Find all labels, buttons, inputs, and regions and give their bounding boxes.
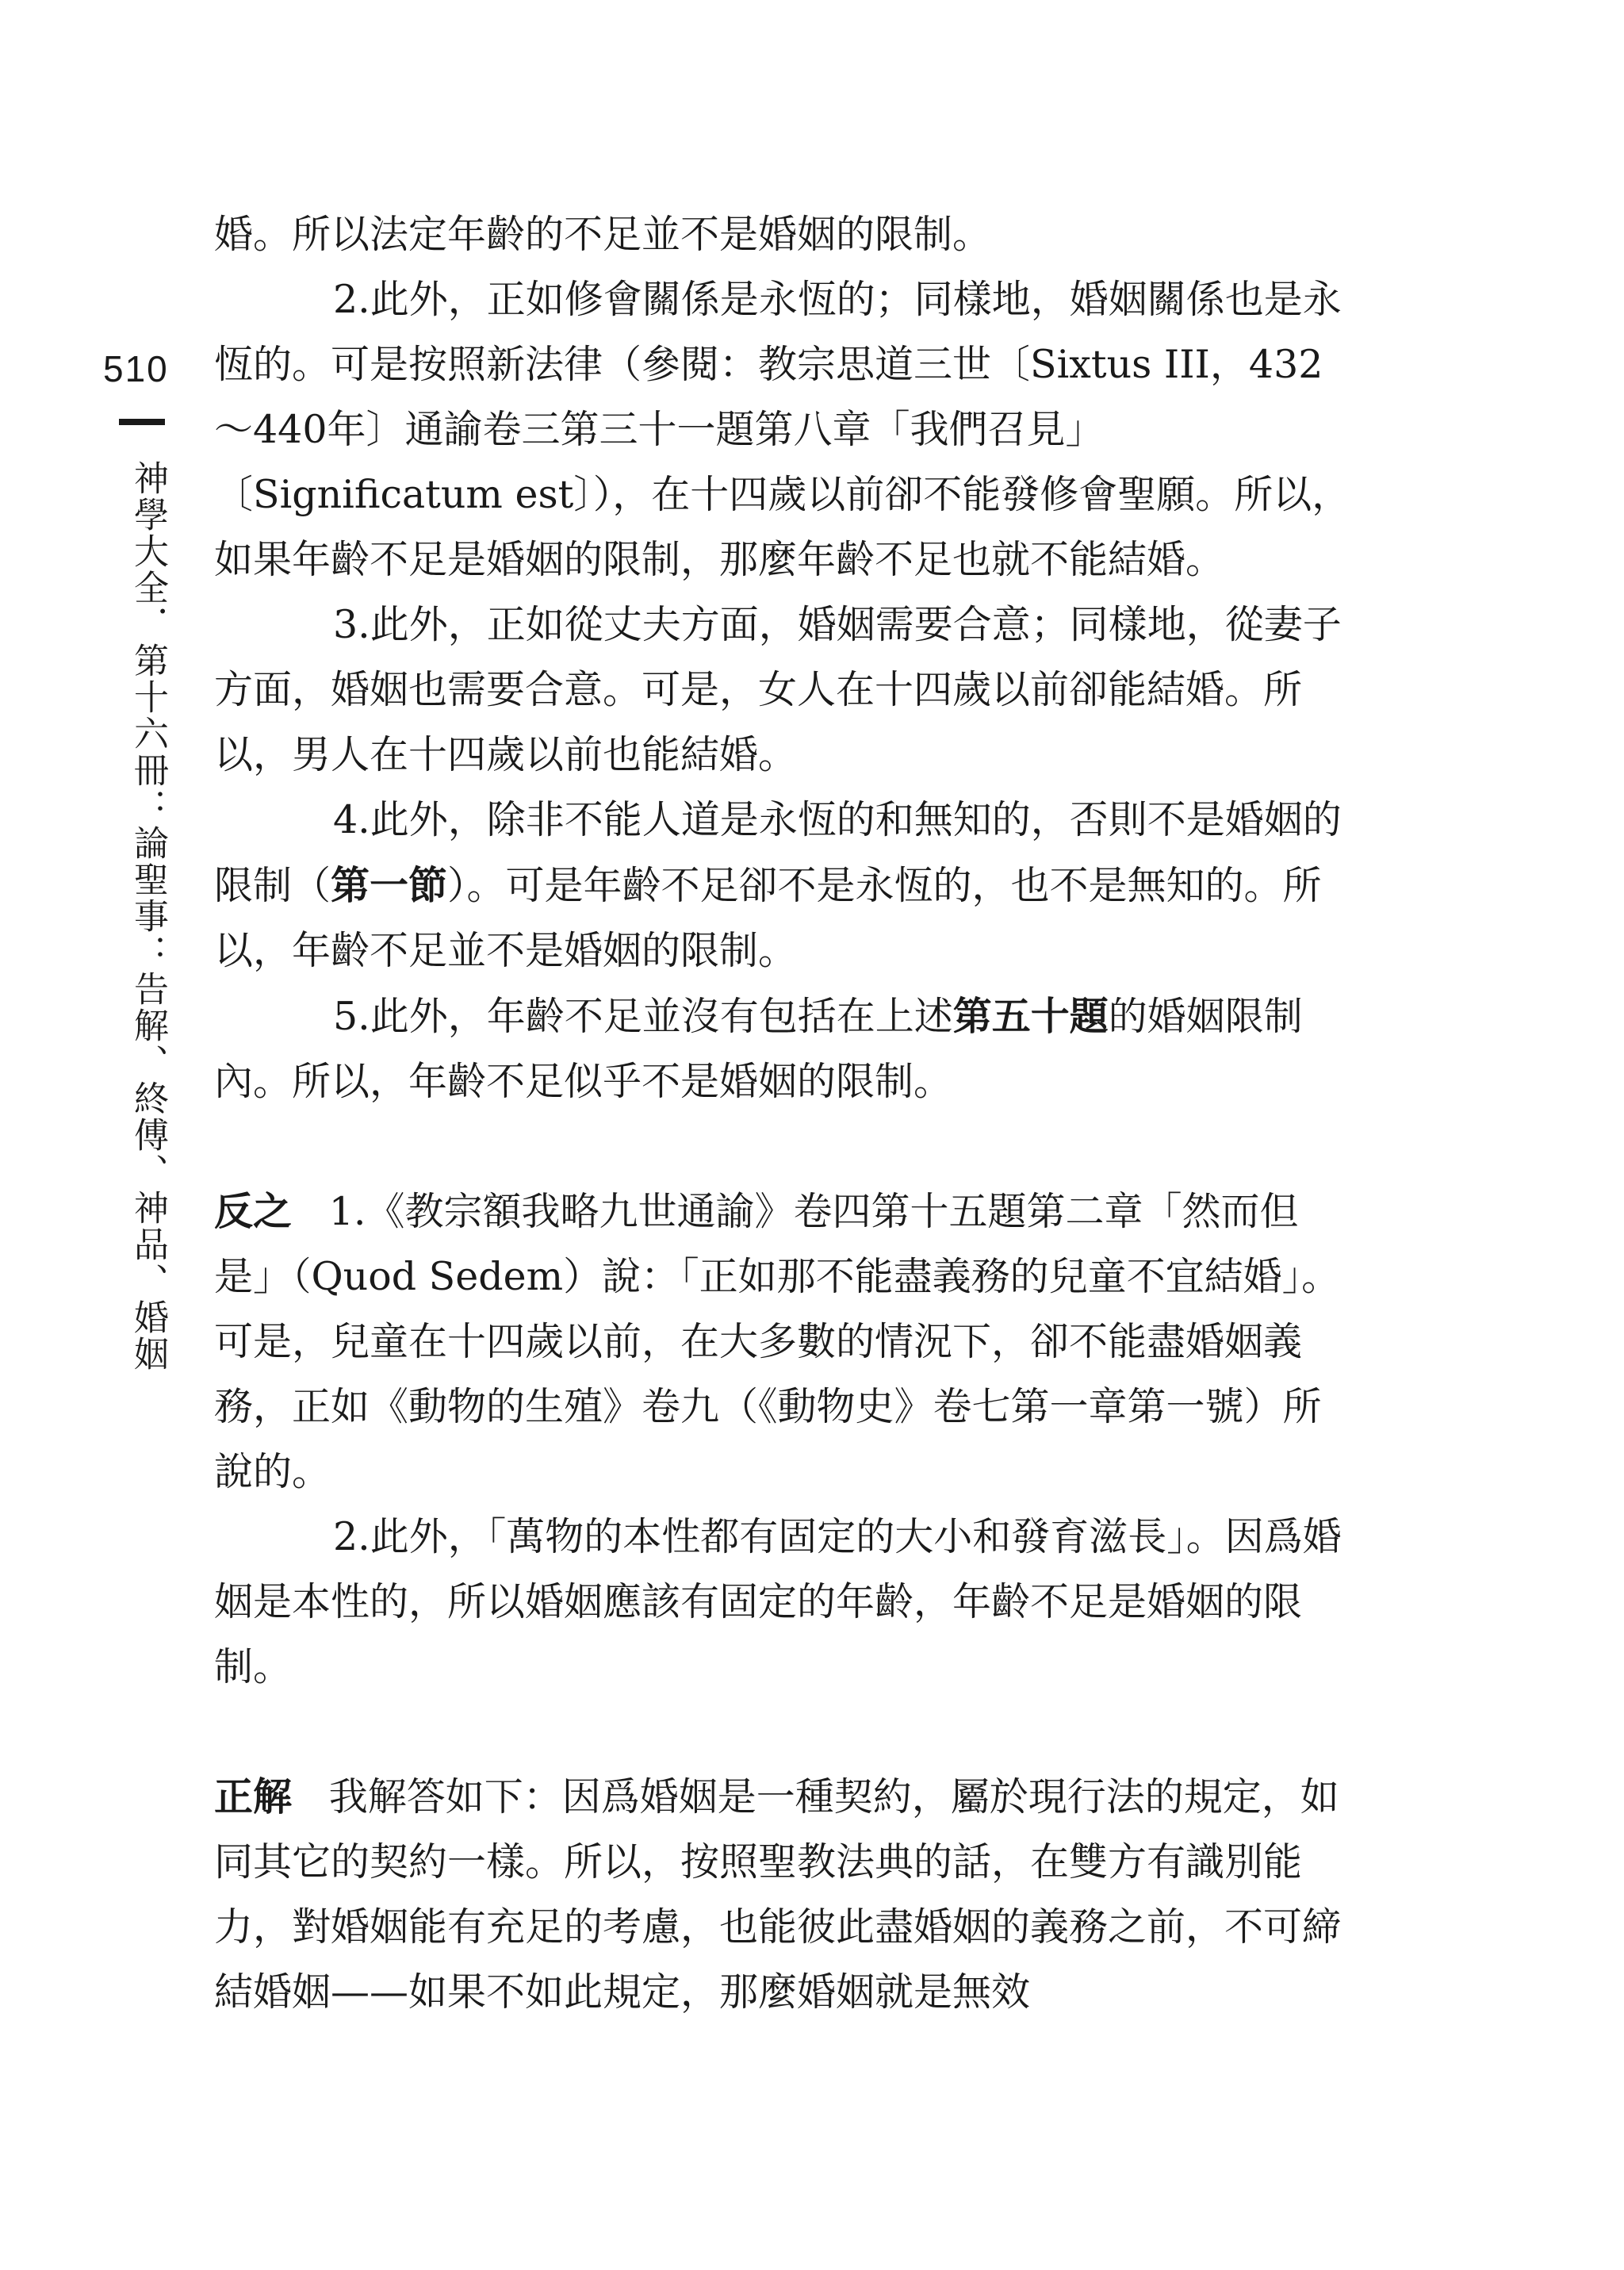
respondeo-label: 正解 — [214, 1774, 293, 1819]
respondeo-text: 我解答如下：因爲婚姻是一種契約，屬於現行法的規定，如同其它的契約一樣。所以，按照聖教法典的話，在雙方有識別能力，對婚姻能有充足的考慮，也能彼此盡婚姻的義務之前，不可締結婚姻——如果不如此規定，那麼婚姻就是無效 — [214, 1774, 1342, 2015]
body-text — [214, 202, 1356, 2025]
paragraph-continuation: 婚。所以法定年齡的不足並不是婚姻的限制。 — [214, 212, 992, 257]
side-rule-divider — [119, 419, 165, 425]
question-reference: 第五十題 — [952, 993, 1109, 1039]
sed-contra-1-text: 1.《教宗額我略九世通諭》卷四第十五題第二章「然而但是」（Quod Sedem）說：「正如那不能盡義務的兒童不宜結婚」。可是，兒童在十四歲以前，在大多數的情況下，卻不能盡婚姻義務，正如《動物的生殖》卷九（《動物史》卷七第一章第一號）所說的。 — [214, 1189, 1341, 1494]
objection-5-text-a: 5.此外，年齡不足並沒有包括在上述 — [333, 994, 953, 1039]
sed-contra-label: 反之 — [214, 1189, 293, 1234]
section-gap — [214, 1700, 1356, 1765]
objection-4 — [214, 788, 1356, 984]
section-gap — [214, 1114, 1356, 1179]
sed-contra-1 — [214, 1179, 1356, 1505]
objection-4-text-a: 4.此外，除非不能人道是永恆的和無知的，否則不是婚姻的限制（ — [214, 797, 1342, 908]
objection-5-text-b: 的婚姻限制內。所以，年齡不足似乎不是婚姻的限制。 — [214, 994, 1303, 1104]
objection-3: 3.此外，正如從丈夫方面，婚姻需要合意；同樣地，從妻子方面，婚姻也需要合意。可是，女人在十四歲以前卻能結婚。所以，男人在十四歲以前也能結婚。 — [214, 602, 1342, 777]
article-reference: 第一節 — [331, 862, 448, 908]
running-head: 神學大全．第十六冊：論聖事：告解、終傅、神品、婚姻 — [128, 460, 168, 1372]
objection-4-text-b: ）。可是年齡不足卻不是永恆的，也不是無知的。所以，年齡不足並不是婚姻的限制。 — [214, 863, 1322, 973]
page-number: 510 — [103, 348, 169, 389]
sed-contra-2: 2.此外，「萬物的本性都有固定的大小和發育滋長」。因爲婚姻是本性的，所以婚姻應該有固定的年齡，年齡不足是婚姻的限制。 — [214, 1514, 1342, 1689]
respondeo — [214, 1765, 1356, 2025]
objection-2: 2.此外，正如修會關係是永恆的；同樣地，婚姻關係也是永恆的。可是按照新法律（參閱：教宗思道三世〔Sixtus III，432～440年〕通諭卷三第三十一題第八章「我們召見」〔Significatum est〕），在十四歲以前卻不能發修會聖願。所以，如果年齡不足是婚姻的限制，那麼年齡不足也就不能結婚。 — [214, 277, 1351, 582]
objection-5 — [214, 984, 1356, 1114]
